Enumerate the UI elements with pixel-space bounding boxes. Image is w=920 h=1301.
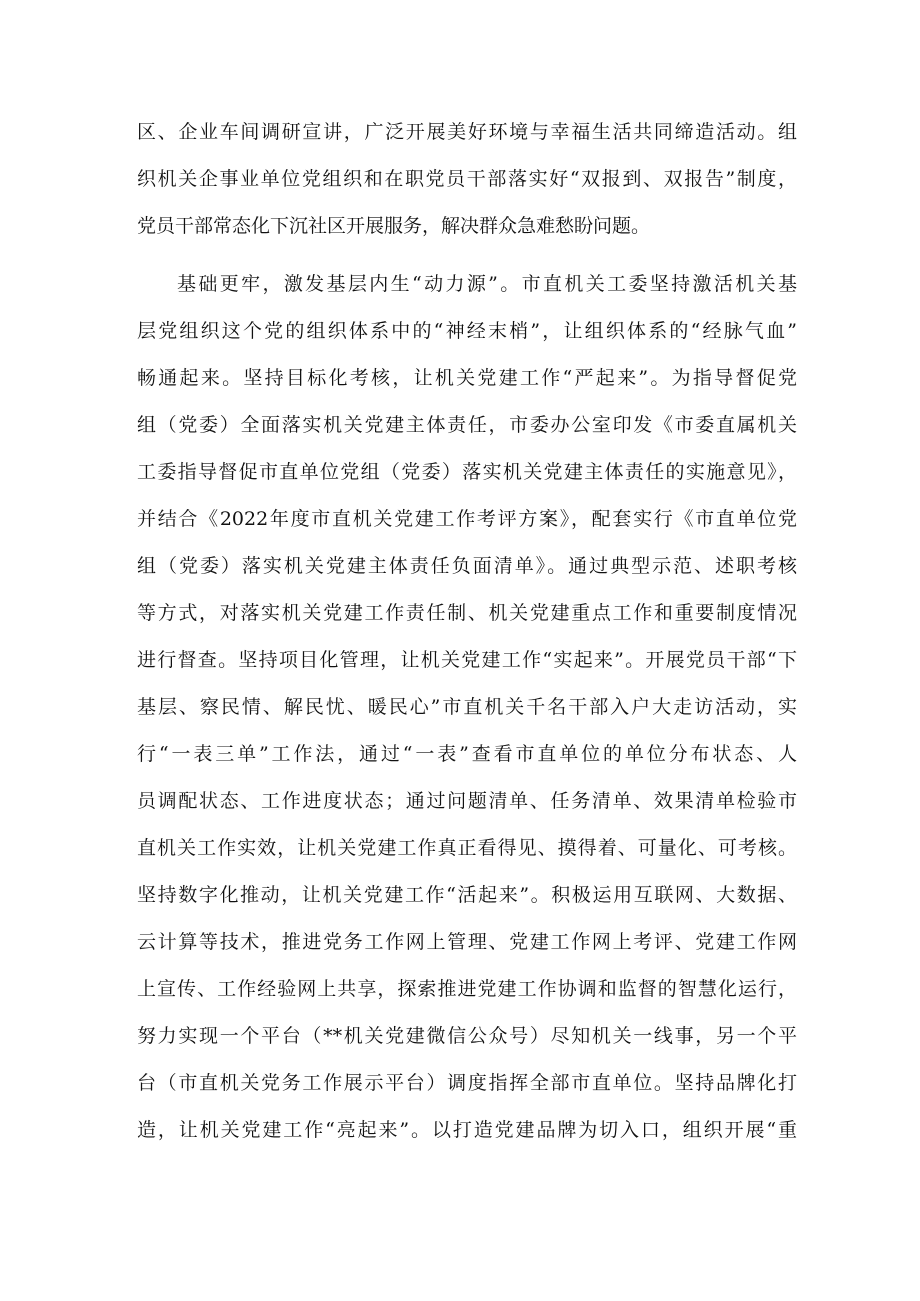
text-line-17: 坚持数字化推动，让机关党建工作“活起来”。积极运用互联网、大数据、 [137,884,797,906]
text-line-15: 员调配状态、工作进度状态；通过问题清单、任务清单、效果清单检验市 [137,790,797,812]
text-line-8: 工委指导督促市直单位党组（党委）落实机关党建主体责任的实施意见》， [137,461,797,483]
text-line-3: 党员干部常态化下沉社区开展服务，解决群众急难愁盼问题。 [137,215,651,237]
text-line-19: 上宣传、工作经验网上共享，探索推进党建工作协调和监督的智慧化运行， [137,978,797,1000]
text-line-14: 行“一表三单”工作法，通过“一表”查看市直单位的单位分布状态、人 [137,743,797,765]
text-line-9: 并结合《2022年度市直机关党建工作考评方案》，配套实行《市直单位党 [137,508,797,530]
text-line-21: 台（市直机关党务工作展示平台）调度指挥全部市直单位。坚持品牌化打 [137,1072,797,1094]
text-line-11: 等方式，对落实机关党建工作责任制、机关党建重点工作和重要制度情况 [137,602,797,624]
text-line-13: 基层、察民情、解民忧、暖民心”市直机关千名干部入户大走访活动，实 [137,696,797,718]
text-line-1: 区、企业车间调研宣讲，广泛开展美好环境与幸福生活共同缔造活动。组 [137,121,797,143]
text-line-18: 云计算等技术，推进党务工作网上管理、党建工作网上考评、党建工作网 [137,931,797,953]
text-line-5: 层党组织这个党的组织体系中的“神经末梢”，让组织体系的“经脉气血” [137,320,797,342]
text-line-20: 努力实现一个平台（**机关党建微信公众号）尽知机关一线事，另一个平 [137,1025,797,1047]
text-line-7: 组（党委）全面落实机关党建主体责任，市委办公室印发《市委直属机关 [137,414,797,436]
text-line-22: 造，让机关党建工作“亮起来”。以打造党建品牌为切入口，组织开展“重 [137,1119,797,1141]
text-line-4: 基础更牢，激发基层内生“动力源”。市直机关工委坚持激活机关基 [177,273,797,295]
text-line-10: 组（党委）落实机关党建主体责任负面清单》。通过典型示范、述职考核 [137,555,797,577]
text-line-16: 直机关工作实效，让机关党建工作真正看得见、摸得着、可量化、可考核。 [137,837,797,859]
text-line-2: 织机关企事业单位党组织和在职党员干部落实好“双报到、双报告”制度， [137,168,797,190]
text-line-6: 畅通起来。坚持目标化考核，让机关党建工作“严起来”。为指导督促党 [137,367,797,389]
text-line-12: 进行督查。坚持项目化管理，让机关党建工作“实起来”。开展党员干部“下 [137,649,797,671]
